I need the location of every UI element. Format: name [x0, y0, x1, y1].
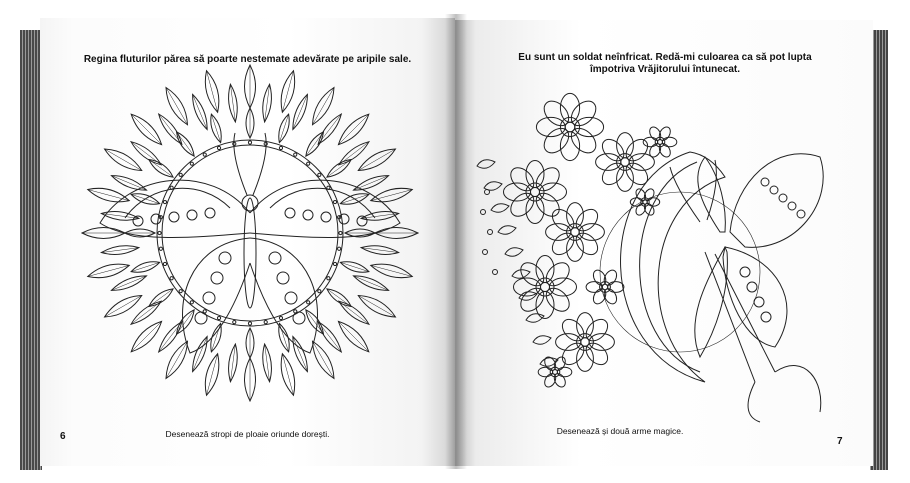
right-page-number: 7	[837, 436, 843, 447]
right-page	[455, 20, 873, 466]
left-page-number: 6	[60, 431, 66, 442]
left-page	[40, 18, 455, 466]
right-page-title-line2: împotriva Vrăjitorului întunecat.	[589, 64, 741, 75]
butterfly-mandala-illustration	[80, 63, 420, 403]
right-page-instruction: Desenează și două arme magice.	[556, 426, 684, 436]
right-page-title	[475, 52, 855, 76]
left-page-stack-edge	[20, 30, 42, 470]
book-spine-shadow	[445, 14, 467, 469]
right-page-title-line1: Eu sunt un soldat neînfricat. Redă-mi culoarea ca să pot lupta	[518, 52, 812, 63]
left-page-title: Regina fluturilor părea să poarte nestemate adevărate pe aripile sale.	[83, 54, 412, 65]
flowers-moon-butterfly-illustration	[475, 82, 865, 427]
left-page-instruction: Desenează stropi de ploaie oriunde dorești.	[165, 429, 330, 439]
